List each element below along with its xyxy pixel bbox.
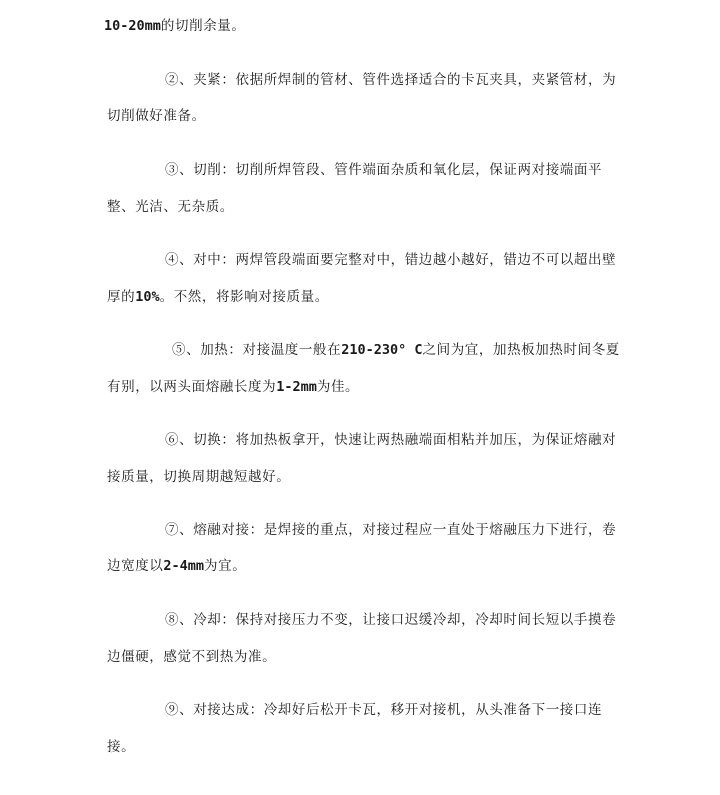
- step-4-text-1: 、对中：两焊管段端面要完整对中，错边越小越好，错边不可以超出壁: [179, 252, 617, 268]
- step-2-line-1: [165, 71, 616, 89]
- step-6-text-1: 、切换：将加热板拿开，快速让两热融端面相粘并加压，为保证熔融对: [179, 432, 617, 448]
- step-6-line-2: 接质量，切换周期越短越好。: [107, 469, 291, 485]
- step-2-line-2: 切削做好准备。: [107, 108, 206, 124]
- step-3-line-2: 整、光洁、无杂质。: [107, 199, 234, 215]
- step-9-line-1: [165, 701, 602, 719]
- step-5-length: 1-2mm: [276, 379, 317, 395]
- step-7-text-2b: 为宜。: [204, 558, 247, 574]
- step-7-line-1: [165, 521, 616, 539]
- step-3-number: ③: [165, 162, 180, 178]
- step-5-text-1a: 、加热：对接温度一般在: [186, 342, 342, 358]
- step-4-number: ④: [165, 252, 180, 268]
- step-7-line-2: [107, 557, 246, 575]
- step-7-text-1: 、熔融对接：是焊接的重点，对接过程应一直处于熔融压力下进行，卷: [179, 522, 617, 538]
- step-2-number: ②: [165, 72, 180, 88]
- step-5-text-2a: 有别，以两头面熔融长度为: [107, 379, 277, 395]
- step-5-text-2b: 为佳。: [316, 379, 360, 395]
- step-5-line-1: [172, 341, 620, 359]
- step-4-line-1: [165, 251, 616, 269]
- step-9-line-2: 接。: [107, 739, 136, 755]
- step-4-text-2b: 。不然，将影响对接质量。: [159, 289, 329, 305]
- intro-line: [104, 17, 246, 35]
- step-6-line-1: [165, 431, 616, 449]
- step-6-number: ⑥: [165, 432, 180, 448]
- step-8-number: ⑧: [165, 612, 180, 628]
- step-9-text-1: 、对接达成：冷却好后松开卡瓦，移开对接机，从头准备下一接口连: [179, 702, 603, 718]
- step-5-text-1b: 之间为宜，加热板加热时间冬夏: [422, 342, 620, 358]
- step-3-line-1: [165, 161, 602, 179]
- step-5-number: ⑤: [172, 342, 187, 358]
- intro-measure: 10-20mm: [104, 18, 161, 34]
- step-5-temperature: 210-230° C: [341, 342, 423, 358]
- intro-text: 的切削余量。: [160, 18, 246, 34]
- step-4-percent: 10%: [135, 289, 160, 305]
- step-2-text-1: 、夹紧：依据所焊制的管材、管件选择适合的卡瓦夹具，夹紧管材，为: [179, 72, 617, 88]
- step-7-width: 2-4mm: [163, 558, 205, 574]
- step-7-text-2a: 边宽度以: [107, 558, 164, 574]
- step-9-number: ⑨: [165, 702, 180, 718]
- step-4-line-2: [107, 288, 329, 306]
- step-3-text-1: 、切削：切削所焊管段、管件端面杂质和氧化层，保证两对接端面平: [179, 162, 603, 178]
- step-8-line-1: [165, 611, 616, 629]
- step-7-number: ⑦: [165, 522, 180, 538]
- step-4-text-2a: 厚的: [107, 289, 136, 305]
- step-8-text-1: 、冷却：保持对接压力不变，让接口迟缓冷却，冷却时间长短以手摸卷: [179, 612, 617, 628]
- step-5-line-2: [107, 378, 359, 396]
- step-8-line-2: 边僵硬，感觉不到热为准。: [107, 649, 277, 665]
